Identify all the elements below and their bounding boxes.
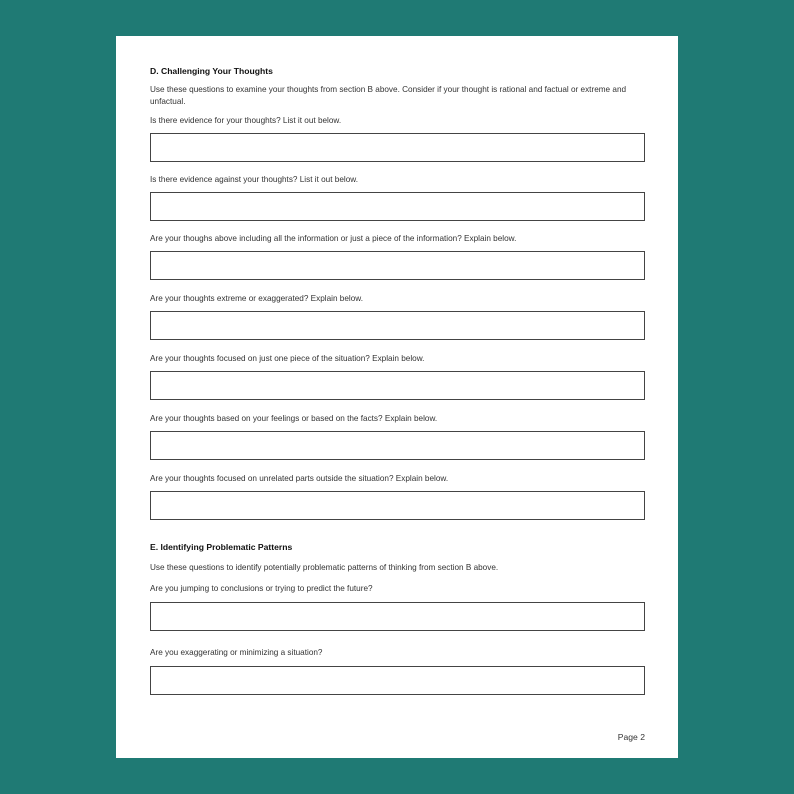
- section-d-answer-box-1[interactable]: [150, 133, 645, 162]
- section-e-intro: Use these questions to identify potentially problematic patterns of thinking from section B above.: [150, 563, 499, 572]
- section-d-answer-box-5[interactable]: [150, 371, 645, 400]
- section-d-answer-box-2[interactable]: [150, 192, 645, 221]
- section-d-intro: Use these questions to examine your thoughts from section B above. Consider if your thought is rational and factual or extreme and unfactual.: [150, 85, 627, 106]
- section-e-question-1: Are you jumping to conclusions or trying to predict the future?: [150, 584, 373, 593]
- section-d-question-7: Are your thoughts focused on unrelated parts outside the situation? Explain below.: [150, 474, 449, 483]
- section-d-answer-box-7[interactable]: [150, 491, 645, 520]
- page-number: Page 2: [617, 732, 645, 742]
- section-d-question-5: Are your thoughts focused on just one piece of the situation? Explain below.: [150, 354, 425, 363]
- section-e-answer-box-2[interactable]: [150, 666, 645, 695]
- worksheet-page: [116, 36, 678, 758]
- section-d-answer-box-3[interactable]: [150, 251, 645, 280]
- section-d-question-1: Is there evidence for your thoughts? List it out below.: [150, 116, 342, 125]
- section-d-heading: D. Challenging Your Thoughts: [150, 66, 273, 76]
- section-d-question-6: Are your thoughts based on your feelings or based on the facts? Explain below.: [150, 414, 438, 423]
- section-d-answer-box-6[interactable]: [150, 431, 645, 460]
- section-d-question-2: Is there evidence against your thoughts? List it out below.: [150, 175, 359, 184]
- section-d-question-4: Are your thoughts extreme or exaggerated? Explain below.: [150, 294, 364, 303]
- section-e-question-2: Are you exaggerating or minimizing a situation?: [150, 648, 323, 657]
- section-e-heading: E. Identifying Problematic Patterns: [150, 542, 293, 552]
- section-d-answer-box-4[interactable]: [150, 311, 645, 340]
- section-e-answer-box-1[interactable]: [150, 602, 645, 631]
- section-d-question-3: Are your thoughs above including all the information or just a piece of the information? Explain below.: [150, 234, 517, 243]
